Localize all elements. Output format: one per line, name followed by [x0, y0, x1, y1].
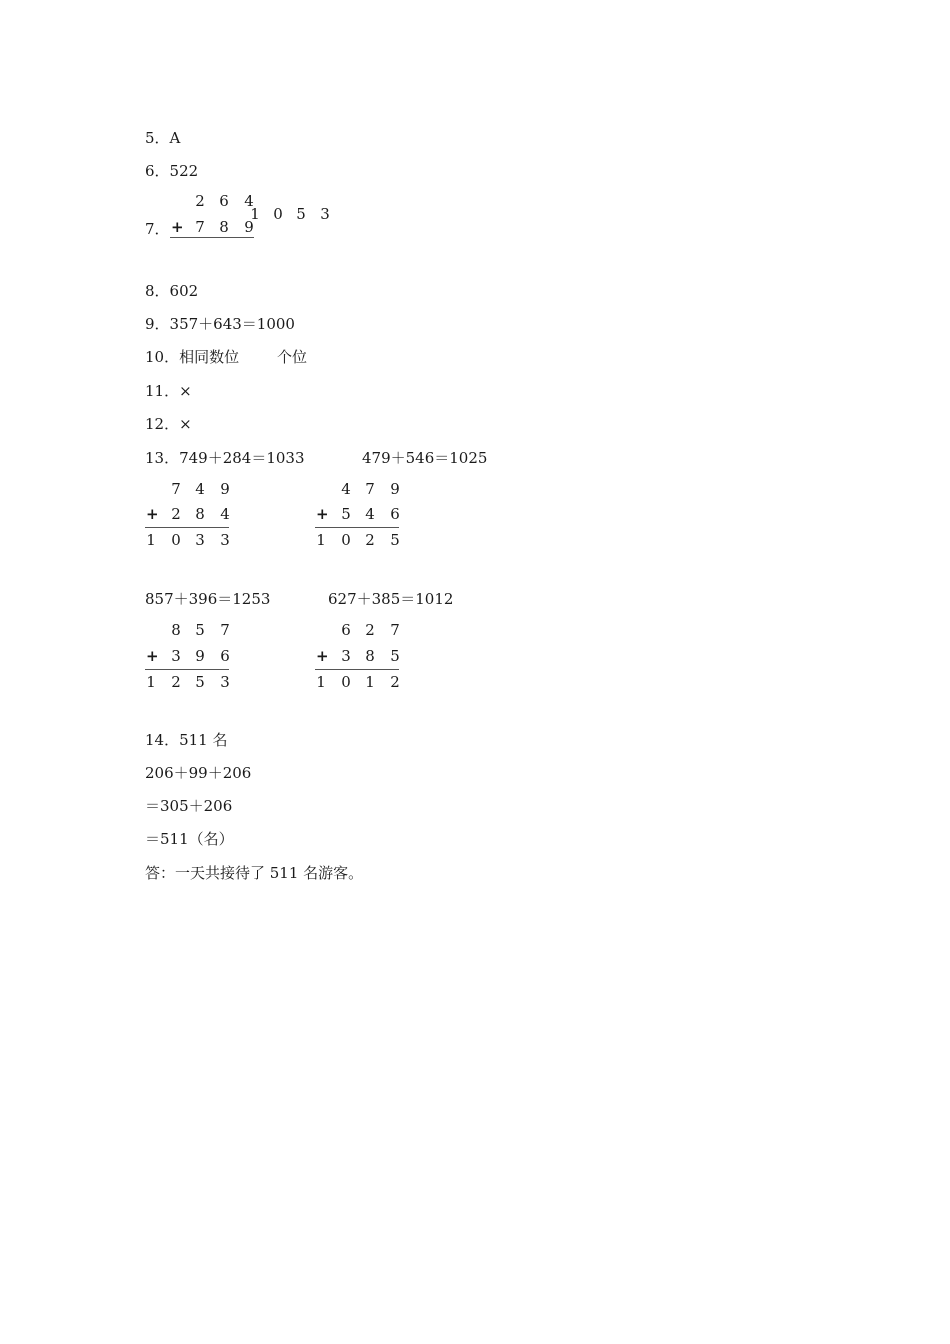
digit: 3: [195, 531, 205, 549]
digit: 7: [365, 480, 375, 498]
sum-line: [315, 527, 399, 528]
digit: 9: [195, 647, 205, 665]
answer-9: 9．357＋643＝1000: [145, 315, 295, 333]
digit: 4: [244, 192, 254, 210]
answer-10-second: 个位: [277, 348, 308, 366]
digit: 0: [171, 531, 181, 549]
digit: 3: [171, 647, 181, 665]
plus-sign: +: [146, 505, 159, 523]
digit: 4: [195, 480, 205, 498]
digit: 1: [146, 531, 156, 549]
digit: 1: [316, 531, 326, 549]
digit: 4: [365, 505, 375, 523]
digit: 7: [171, 480, 181, 498]
digit: 3: [320, 205, 330, 223]
answer-8: 8．602: [145, 282, 199, 300]
digit: 0: [341, 673, 351, 691]
answer-6: 6．522: [145, 162, 199, 180]
digit: 5: [195, 621, 205, 639]
digit: 9: [244, 218, 254, 236]
digit: 2: [195, 192, 205, 210]
digit: 6: [219, 192, 229, 210]
digit: 6: [341, 621, 351, 639]
answer-14-step-2: ＝305＋206: [145, 797, 233, 815]
digit: 5: [390, 647, 400, 665]
answer-11: 11．×: [145, 382, 192, 400]
answer-12: 12．×: [145, 415, 192, 433]
digit: 5: [341, 505, 351, 523]
plus-sign: +: [316, 505, 329, 523]
digit: 4: [220, 505, 230, 523]
digit: 9: [390, 480, 400, 498]
answer-14-step-3: ＝511（名）: [145, 830, 234, 848]
digit: 8: [365, 647, 375, 665]
sum-line: [145, 669, 229, 670]
digit: 6: [390, 505, 400, 523]
digit: 3: [220, 531, 230, 549]
digit: 4: [341, 480, 351, 498]
digit: 0: [273, 205, 283, 223]
digit: 1: [365, 673, 375, 691]
answer-14-step-1: 206＋99＋206: [145, 764, 252, 782]
digit: 7: [220, 621, 230, 639]
digit: 2: [365, 621, 375, 639]
answer-13-eq-3: 857＋396＝1253: [145, 590, 271, 608]
digit: 0: [341, 531, 351, 549]
answer-13-eq-4: 627＋385＝1012: [328, 590, 454, 608]
answer-13-eq-2: 479＋546＝1025: [362, 449, 488, 467]
plus-sign: +: [171, 218, 184, 236]
digit: 8: [219, 218, 229, 236]
answer-13-eq-1: 13．749＋284＝1033: [145, 449, 305, 467]
sum-line: [170, 237, 254, 238]
digit: 2: [390, 673, 400, 691]
digit: 5: [390, 531, 400, 549]
digit: 6: [220, 647, 230, 665]
plus-sign: +: [316, 647, 329, 665]
digit: 5: [195, 673, 205, 691]
answer-10: 10．相同数位: [145, 348, 240, 366]
answer-7-label: 7．: [145, 220, 170, 238]
digit: 8: [171, 621, 181, 639]
digit: 7: [195, 218, 205, 236]
digit: 3: [220, 673, 230, 691]
answer-14-final: 答：一天共接待了 511 名游客。: [145, 864, 364, 882]
sum-line: [315, 669, 399, 670]
digit: 8: [195, 505, 205, 523]
answer-5: 5．A: [145, 129, 181, 147]
digit: 2: [365, 531, 375, 549]
digit: 3: [341, 647, 351, 665]
sum-line: [145, 527, 229, 528]
digit: 1: [146, 673, 156, 691]
answer-14: 14．511 名: [145, 731, 228, 749]
digit: 1: [316, 673, 326, 691]
digit: 2: [171, 673, 181, 691]
digit: 7: [390, 621, 400, 639]
digit: 9: [220, 480, 230, 498]
digit: 5: [296, 205, 306, 223]
digit: 1: [250, 205, 260, 223]
digit: 2: [171, 505, 181, 523]
plus-sign: +: [146, 647, 159, 665]
